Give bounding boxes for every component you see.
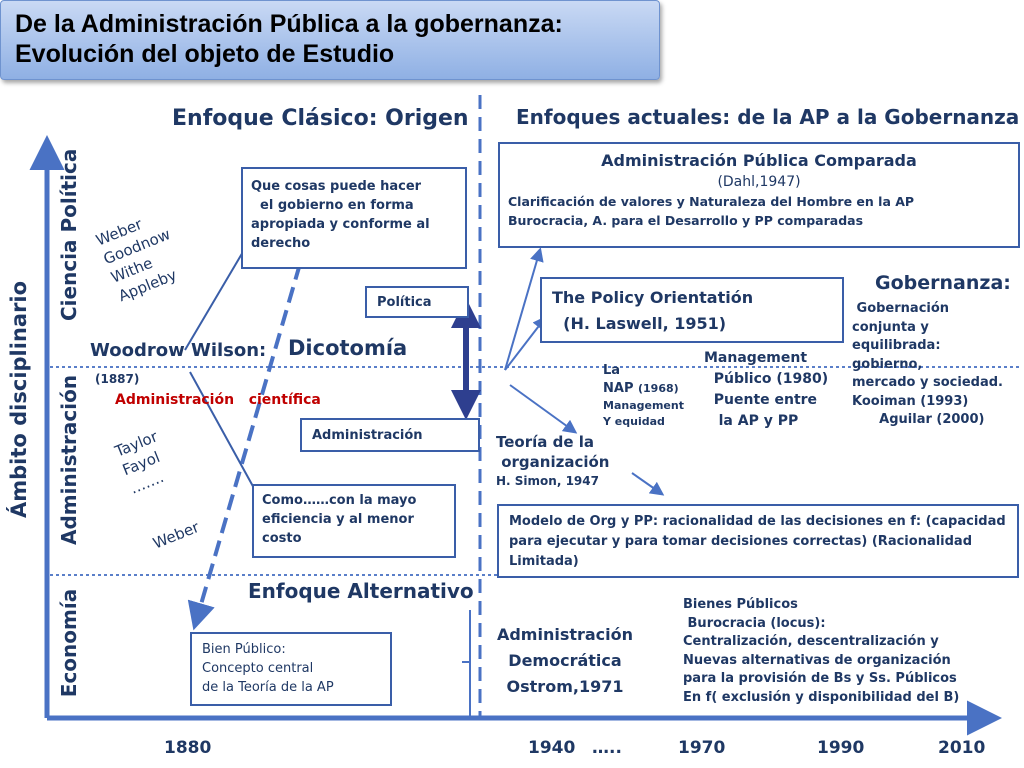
nap-year: (1968) <box>638 382 679 395</box>
nap-la: La <box>603 363 621 378</box>
gobernanza-line: Gobernación <box>852 301 950 316</box>
nap-label: NAP <box>603 381 634 396</box>
year-1970: 1970 <box>678 738 726 758</box>
teoria-line: Teoría de la <box>496 433 594 451</box>
bienes-line: Centralización, descentralización y <box>683 634 939 649</box>
como-box <box>252 484 456 558</box>
management-publico <box>704 348 828 432</box>
teoria-line: organización <box>496 453 610 471</box>
authors-weber: Weber <box>150 517 202 553</box>
gobernanza-line: mercado y sociedad. <box>852 375 1003 390</box>
bien-publico-line: de la Teoría de la AP <box>202 680 334 695</box>
wilson-year: (1887) <box>95 372 140 386</box>
admin-democratica-line: Ostrom,1971 <box>506 677 624 696</box>
como-line: costo <box>262 531 302 546</box>
authors-group-2: Taylor Fayol ……. <box>112 427 167 498</box>
bienes-line: Bienes Públicos <box>683 597 798 612</box>
apc-box <box>498 142 1020 248</box>
gobernanza-line: Aguilar (2000) <box>852 412 985 427</box>
title-line-1: De la Administración Pública a la gobernanza: <box>15 10 563 38</box>
modelo-text: Modelo de Org y PP: racionalidad de las decisiones en f: (capacidad para ejecutar y para tomar decisiones correctas) (Racionalidad Limitada) <box>509 514 1006 569</box>
management-line: Puente entre <box>704 392 818 408</box>
gobernanza-line: conjunta y <box>852 319 929 335</box>
policy-line: (H. Laswell, 1951) <box>552 314 727 333</box>
nap-line: Management <box>603 399 684 412</box>
bien-publico-line: Bien Público: <box>202 642 286 657</box>
year-ellipsis: ….. <box>592 738 622 758</box>
politica-label: Política <box>377 295 432 310</box>
policy-orientation-box <box>540 277 844 343</box>
politica-box <box>365 286 469 318</box>
bienes-line: Nuevas alternativas de organización <box>683 652 951 668</box>
management-line: Público (1980) <box>704 371 829 387</box>
como-line: Como……con la mayo <box>262 493 417 508</box>
que-cosas-line: apropiada y conforme al <box>251 217 430 232</box>
band-label-ciencia-politica: Ciencia Política <box>57 148 81 321</box>
admin-democratica-line: Democrática <box>508 651 622 670</box>
bien-publico-line: Concepto central <box>202 661 314 676</box>
heading-classic: Enfoque Clásico: Origen <box>172 106 469 131</box>
wilson-name: Woodrow Wilson: <box>90 340 267 361</box>
teoria-line: H. Simon, 1947 <box>496 474 599 488</box>
gobernanza-title: Gobernanza: <box>875 272 1011 294</box>
title-line-2: Evolución del objeto de Estudio <box>15 40 395 68</box>
administracion-cientifica: Administración científica <box>115 392 321 408</box>
bienes-publicos <box>683 596 959 707</box>
administracion-box <box>300 418 480 452</box>
nap-line: Y equidad <box>603 415 665 428</box>
gobernanza-text <box>852 300 1003 430</box>
bienes-line: Burocracia (locus): <box>683 615 826 631</box>
year-2010: 2010 <box>938 738 986 758</box>
que-cosas-line: el gobierno en forma <box>251 198 414 213</box>
bienes-line: En f( exclusión y disponibilidad del B) <box>683 689 960 705</box>
administracion-label: Administración <box>312 428 423 443</box>
apc-line2: Burocracia, A. para el Desarrollo y PP comparadas <box>508 213 864 228</box>
que-cosas-line: Que cosas puede hacer <box>251 179 422 194</box>
modelo-box <box>497 504 1019 578</box>
y-axis-label: Ámbito disciplinario <box>7 280 31 518</box>
band-label-economia: Economía <box>57 588 81 698</box>
band-label-administracion: Administración <box>57 374 81 545</box>
gobernanza-line: equilibrada: <box>852 338 941 353</box>
authors-group-1: Weber Goodnow Withe Appleby <box>93 214 180 306</box>
apc-title: Administración Pública Comparada <box>601 151 917 170</box>
que-cosas-box <box>241 167 467 269</box>
heading-current: Enfoques actuales: de la AP a la Gobernanza <box>516 105 1020 129</box>
bienes-line: para la provisión de Bs y Ss. Públicos <box>683 671 957 686</box>
year-1880: 1880 <box>164 738 212 758</box>
management-line: la AP y PP <box>704 413 799 429</box>
apc-line1: Clarificación de valores y Naturaleza del Hombre en la AP <box>508 194 915 209</box>
admin-democratica-line: Administración <box>496 625 634 644</box>
como-line: eficiencia y al menor <box>262 512 414 527</box>
admin-democratica <box>490 622 640 700</box>
gobernanza-line: gobierno, <box>852 356 923 372</box>
wilson-dicotomia: Dicotomía <box>288 336 408 360</box>
year-1940: 1940 <box>528 738 576 758</box>
heading-alternative: Enfoque Alternativo <box>248 579 474 603</box>
teoria-organizacion <box>496 432 609 490</box>
policy-line: The Policy Orientatión <box>552 288 754 307</box>
year-1990: 1990 <box>817 738 865 758</box>
apc-year: (Dahl,1947) <box>717 174 801 190</box>
management-line: Management <box>704 350 808 366</box>
nap-text <box>603 362 684 430</box>
gobernanza-line: Kooiman (1993) <box>852 393 969 409</box>
que-cosas-line: derecho <box>251 236 311 251</box>
bien-publico-box <box>190 632 392 706</box>
